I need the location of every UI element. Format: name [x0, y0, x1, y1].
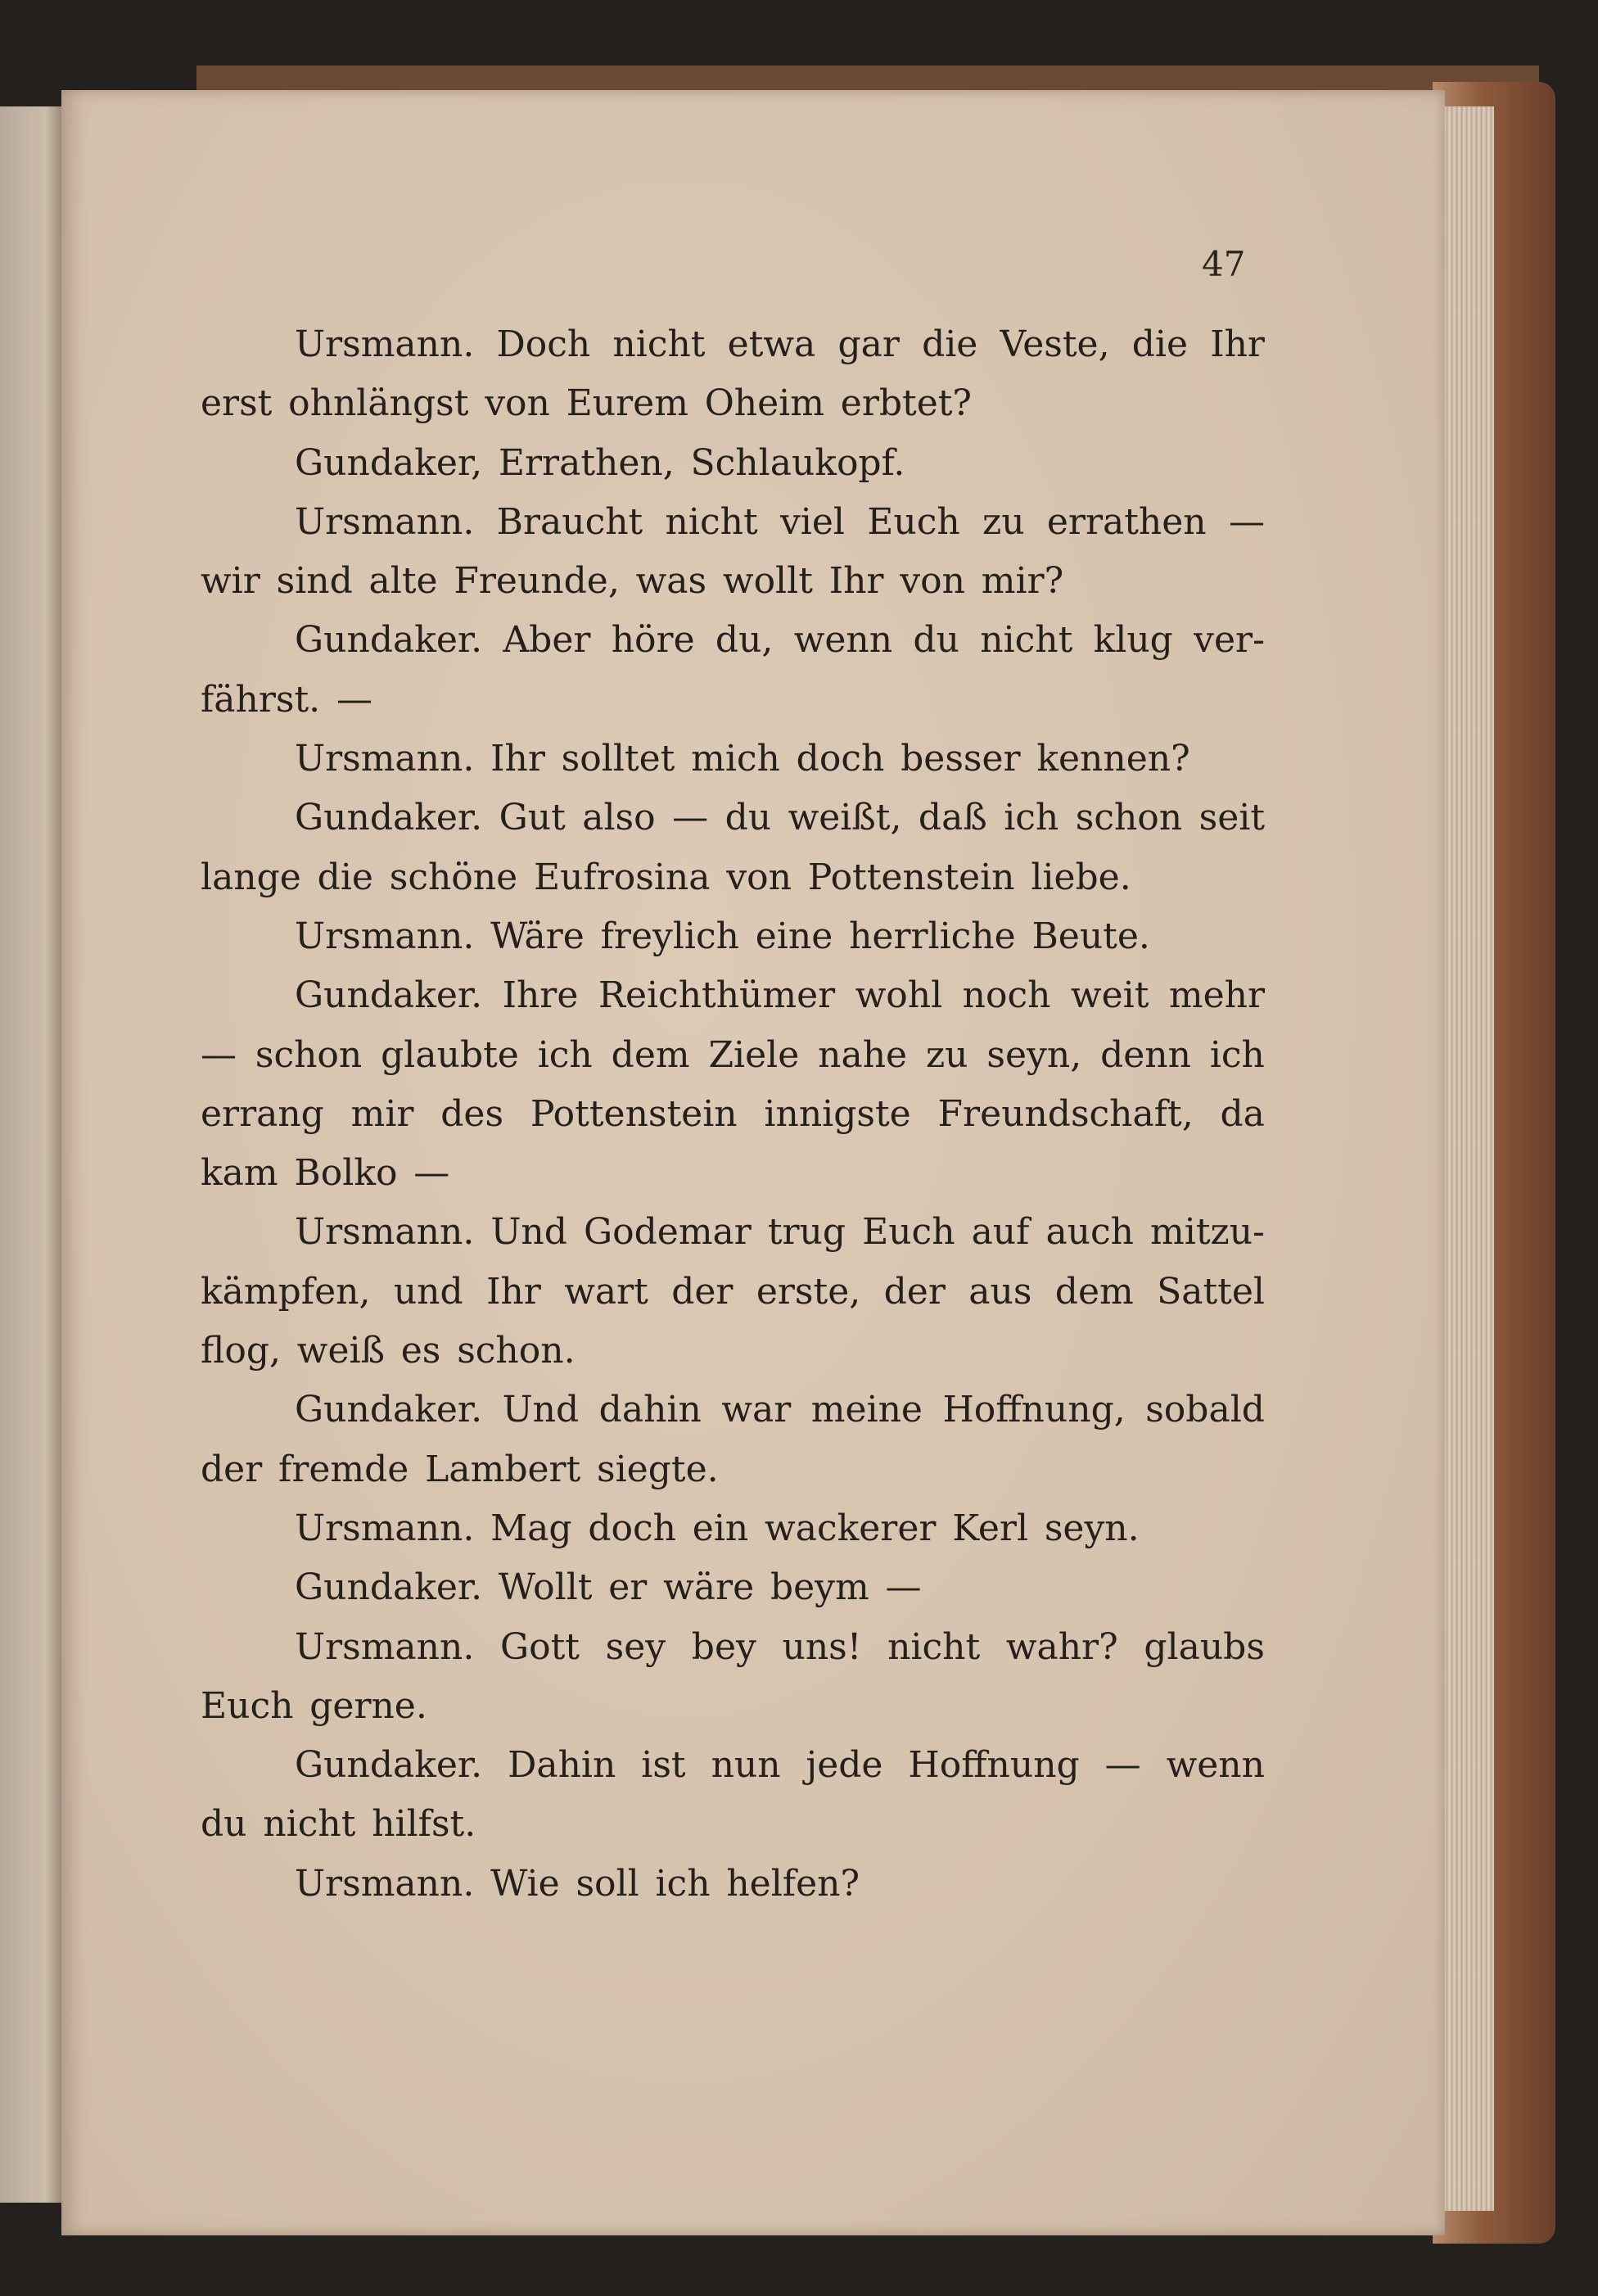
- word: nun: [711, 1744, 781, 1787]
- word: Eurem: [566, 382, 688, 425]
- word: kämpfen,: [201, 1270, 371, 1313]
- word: also: [582, 797, 656, 839]
- left-page-edge: [0, 106, 65, 2203]
- word: mir?: [981, 560, 1064, 603]
- word: Ihr: [1210, 323, 1265, 365]
- text-line: [201, 1381, 1265, 1440]
- word: erst: [201, 382, 273, 425]
- text-line: [201, 1322, 1265, 1381]
- word: viel: [779, 500, 845, 543]
- text-line: [201, 1677, 1265, 1736]
- word: Dahin: [508, 1744, 616, 1787]
- word: schon: [1075, 797, 1183, 839]
- word: Ursmann.: [295, 1507, 475, 1549]
- text-line: [201, 848, 1265, 907]
- word: Ursmann.: [295, 915, 475, 957]
- word: schon: [255, 1033, 363, 1076]
- word: meine: [810, 1389, 923, 1431]
- word: Euch: [862, 1211, 955, 1254]
- word: wart: [564, 1270, 648, 1313]
- word: Wollt: [498, 1566, 593, 1609]
- text-line: [201, 907, 1265, 966]
- word: Kerl: [952, 1507, 1029, 1549]
- word: besser: [901, 738, 1021, 780]
- word: Gundaker,: [295, 441, 483, 484]
- word: Wäre: [490, 915, 585, 957]
- text-line: [201, 1618, 1265, 1677]
- word: auf: [971, 1211, 1030, 1254]
- word: da: [1220, 1092, 1265, 1135]
- word: Ursmann.: [295, 1211, 475, 1254]
- word: glaubte: [381, 1033, 519, 1076]
- word: gerne.: [309, 1684, 427, 1727]
- word: wohl: [855, 974, 943, 1017]
- word: nicht: [887, 1625, 981, 1668]
- word: beym: [770, 1566, 869, 1609]
- word: dem: [611, 1033, 690, 1076]
- word: Lambert: [425, 1448, 581, 1490]
- word: etwa: [727, 323, 816, 365]
- word: Sattel: [1157, 1270, 1265, 1313]
- page-text: [201, 315, 1265, 1914]
- word: aus: [968, 1270, 1032, 1313]
- word: nicht: [263, 1803, 356, 1846]
- word: weit: [1070, 974, 1149, 1017]
- word: Gundaker.: [295, 1566, 483, 1609]
- word: wahr?: [1005, 1625, 1118, 1668]
- word: ver-: [1194, 619, 1265, 662]
- word: wenn: [793, 619, 893, 662]
- word: ich: [1004, 797, 1059, 839]
- word: du: [201, 1803, 247, 1846]
- word: Bolko: [294, 1152, 398, 1195]
- text-line: [201, 1855, 1265, 1914]
- word: ich: [537, 1033, 593, 1076]
- word: weißt,: [788, 797, 902, 839]
- word: Ihr: [486, 1270, 541, 1313]
- text-line: [201, 1144, 1265, 1203]
- word: der: [883, 1270, 946, 1313]
- word: innigste: [764, 1092, 911, 1135]
- word: seyn,: [986, 1033, 1082, 1076]
- word: flog,: [201, 1330, 281, 1372]
- word: alte: [368, 560, 438, 603]
- word: Und: [490, 1211, 567, 1254]
- word: lange: [201, 856, 301, 898]
- word: der: [201, 1448, 263, 1490]
- word: Pottenstein: [807, 856, 1015, 898]
- word: nicht: [612, 323, 706, 365]
- word: Wie: [490, 1862, 560, 1905]
- word: Gundaker.: [295, 1744, 483, 1787]
- word: schon.: [457, 1330, 576, 1372]
- word: Pottenstein: [530, 1092, 738, 1135]
- word: es: [400, 1330, 441, 1372]
- text-line: [201, 315, 1265, 374]
- word: wenn: [1166, 1744, 1265, 1787]
- word: gar: [837, 323, 900, 365]
- text-line: [201, 730, 1265, 789]
- word: Beute.: [1031, 915, 1150, 957]
- word: Und: [502, 1389, 580, 1431]
- word: der: [671, 1270, 734, 1313]
- word: Ihr: [828, 560, 884, 603]
- word: wäre: [663, 1566, 755, 1609]
- word: —: [413, 1152, 450, 1195]
- word: die: [317, 856, 373, 898]
- text-line: [201, 493, 1265, 552]
- word: doch: [796, 738, 885, 780]
- word: schöne: [389, 856, 518, 898]
- word: sind: [276, 560, 353, 603]
- word: Doch: [496, 323, 591, 365]
- word: Gundaker.: [295, 797, 483, 839]
- word: seit: [1198, 797, 1265, 839]
- word: wollt: [722, 560, 813, 603]
- word: was: [635, 560, 707, 603]
- word: Freundschaft,: [937, 1092, 1194, 1135]
- word: Braucht: [496, 500, 643, 543]
- word: Ursmann.: [295, 1862, 475, 1905]
- word: Ursmann.: [295, 738, 475, 780]
- word: mehr: [1168, 974, 1265, 1017]
- word: hilfst.: [372, 1803, 476, 1846]
- word: Ursmann.: [295, 1625, 475, 1668]
- word: —: [1104, 1744, 1141, 1787]
- word: Freunde,: [454, 560, 620, 603]
- text-line: [201, 1499, 1265, 1558]
- word: mitzu-: [1150, 1211, 1265, 1254]
- word: —: [1228, 500, 1265, 543]
- word: die: [1131, 323, 1189, 365]
- word: und: [393, 1270, 463, 1313]
- word: seyn.: [1044, 1507, 1140, 1549]
- word: sey: [605, 1625, 666, 1668]
- word: noch: [962, 974, 1051, 1017]
- word: ein: [692, 1507, 749, 1549]
- text-line: [201, 1026, 1265, 1085]
- word: des: [440, 1092, 504, 1135]
- word: auch: [1045, 1211, 1135, 1254]
- word: Hoffnung: [908, 1744, 1080, 1787]
- word: Aber: [503, 619, 591, 662]
- word: —: [201, 1033, 237, 1076]
- text-line: [201, 374, 1265, 433]
- word: siegte.: [597, 1448, 719, 1490]
- word: Veste,: [1000, 323, 1110, 365]
- word: soll: [576, 1862, 639, 1905]
- word: du,: [715, 619, 774, 662]
- word: Ihre: [502, 974, 579, 1017]
- word: Gut: [499, 797, 566, 839]
- text-line: [201, 611, 1265, 670]
- word: —: [885, 1566, 922, 1609]
- word: höre: [611, 619, 695, 662]
- word: glaubs: [1144, 1625, 1265, 1668]
- word: trug: [767, 1211, 846, 1254]
- text-line: [201, 671, 1265, 730]
- word: kennen?: [1036, 738, 1190, 780]
- text-line: [201, 1263, 1265, 1322]
- text-line: [201, 1085, 1265, 1144]
- word: dem: [1054, 1270, 1134, 1313]
- word: —: [672, 797, 709, 839]
- word: er: [608, 1566, 648, 1609]
- word: Ursmann.: [295, 500, 475, 543]
- page-number: 47: [1202, 244, 1246, 284]
- word: Reichthümer: [598, 974, 836, 1017]
- word: zu: [925, 1033, 968, 1076]
- word: bey: [691, 1625, 756, 1668]
- word: ohnlängst: [288, 382, 469, 425]
- word: Schlaukopf.: [690, 441, 905, 484]
- word: Euch: [867, 500, 960, 543]
- word: zu: [982, 500, 1025, 543]
- text-line: [201, 1795, 1265, 1854]
- word: Errathen,: [498, 441, 675, 484]
- word: jede: [806, 1744, 883, 1787]
- word: ich: [655, 1862, 711, 1905]
- word: ich: [1209, 1033, 1265, 1076]
- word: Ziele: [708, 1033, 800, 1076]
- word: mir: [350, 1092, 414, 1135]
- word: Gundaker.: [295, 1389, 483, 1431]
- word: eine: [755, 915, 833, 957]
- word: die: [922, 323, 978, 365]
- word: von: [900, 560, 965, 603]
- word: kam: [201, 1152, 278, 1195]
- word: denn: [1100, 1033, 1191, 1076]
- word: nahe: [818, 1033, 908, 1076]
- word: Hoffnung,: [942, 1389, 1126, 1431]
- word: Mag: [490, 1507, 572, 1549]
- word: Euch: [201, 1684, 294, 1727]
- word: war: [721, 1389, 792, 1431]
- word: weiß: [296, 1330, 385, 1372]
- word: Gott: [499, 1625, 580, 1668]
- word: wackerer: [765, 1507, 937, 1549]
- word: sobald: [1145, 1389, 1265, 1431]
- word: solltet: [561, 738, 675, 780]
- word: mich: [691, 738, 780, 780]
- word: wir: [201, 560, 260, 603]
- word: von: [485, 382, 550, 425]
- word: uns!: [782, 1625, 862, 1668]
- word: daß: [918, 797, 987, 839]
- word: errang: [201, 1092, 324, 1135]
- word: Gundaker.: [295, 619, 483, 662]
- word: erste,: [756, 1270, 861, 1313]
- word: nicht: [980, 619, 1073, 662]
- word: errathen: [1046, 500, 1207, 543]
- text-line: [201, 434, 1265, 493]
- word: du: [725, 797, 772, 839]
- word: freylich: [600, 915, 739, 957]
- word: fährst.: [201, 678, 321, 721]
- word: herrliche: [849, 915, 1016, 957]
- word: Ursmann.: [295, 323, 475, 365]
- word: doch: [588, 1507, 676, 1549]
- text-line: [201, 1203, 1265, 1262]
- word: von: [726, 856, 792, 898]
- text-line: [201, 1558, 1265, 1617]
- text-line: [201, 789, 1265, 847]
- word: ist: [641, 1744, 686, 1787]
- word: fremde: [278, 1448, 409, 1490]
- word: helfen?: [726, 1862, 860, 1905]
- word: dahin: [598, 1389, 702, 1431]
- word: Oheim: [704, 382, 824, 425]
- text-line: [201, 1440, 1265, 1499]
- text-line: [201, 552, 1265, 611]
- word: Ihr: [490, 738, 545, 780]
- word: nicht: [665, 500, 758, 543]
- word: —: [336, 678, 372, 721]
- text-line: [201, 1736, 1265, 1795]
- word: Eufrosina: [533, 856, 711, 898]
- word: erbtet?: [840, 382, 973, 425]
- text-line: [201, 966, 1265, 1025]
- word: du: [913, 619, 959, 662]
- word: Godemar: [583, 1211, 752, 1254]
- word: klug: [1093, 619, 1173, 662]
- word: Gundaker.: [295, 974, 483, 1017]
- word: liebe.: [1031, 856, 1131, 898]
